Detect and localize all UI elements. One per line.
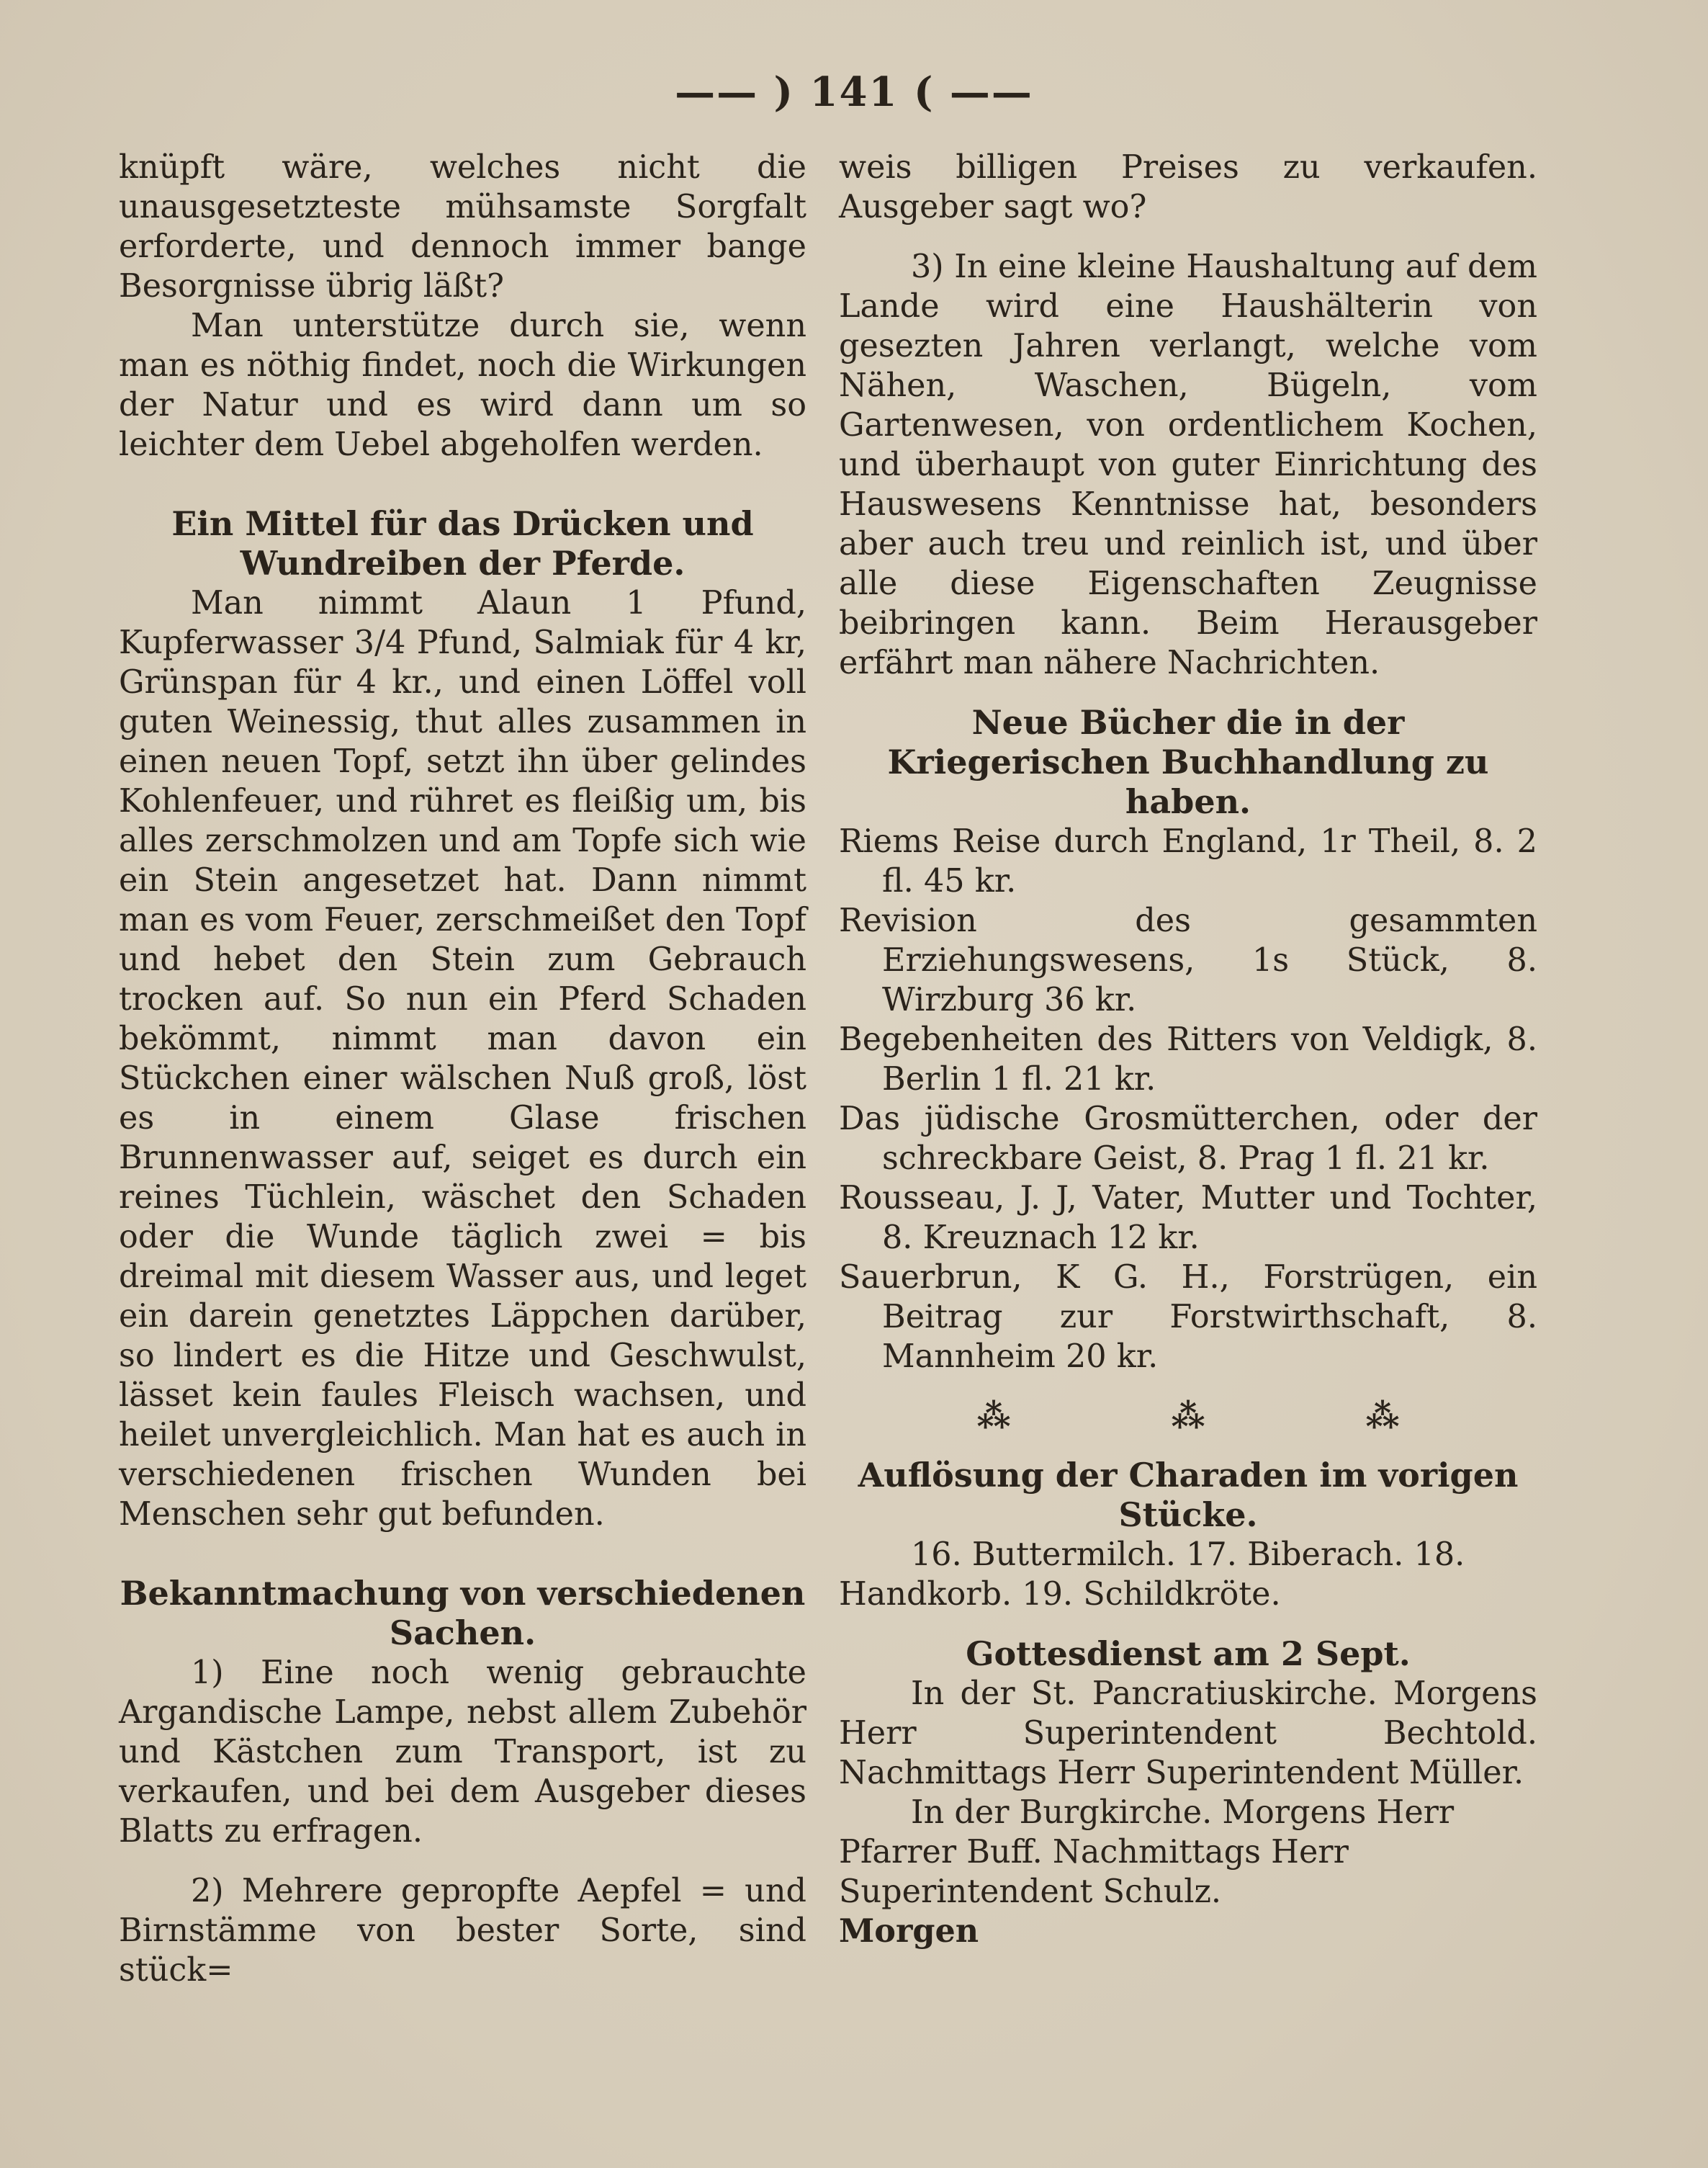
announcement-lamp: 1) Eine noch wenig gebrauchte Argandische Lampe, nebst allem Zubehör und Kästchen zum Transport, ist zu verkaufen, und bei dem Ausgeber dieses Blatts zu erfragen. xyxy=(119,1654,806,1850)
book-entry: Sauerbrun, K G. H., Forstrügen, ein Beitrag zur Forstwirthschaft, 8. Mannheim 20 kr. xyxy=(839,1259,1537,1375)
catchword: Morgen xyxy=(839,1912,979,1950)
heading-church-service: Gottesdienst am 2 Sept. xyxy=(966,1634,1411,1673)
horse-remedy-text: Man nimmt Alaun 1 Pfund, Kupferwasser 3/4 Pfund, Salmiak für 4 kr, Grünspan für 4 kr., und einen Löffel voll guten Weinessig, thut alles zusammen in einen neuen Topf, setzt ihn über gelindes Kohlenfeuer, und rühret es fleißig um, bis alles zerschmolzen und am Topfe sich wie ein Stein angesetzet hat. Dann nimmt man es vom Feuer, zerschmeißet den Topf und hebet den Stein zum Gebrauch trocken auf. So nun ein Pferd Schaden bekömmt, nimmt man davon ein Stückchen einer wälschen Nuß groß, löst es in einem Glase frischen Brunnenwasser auf, seiget es durch ein reines Tüchlein, wäschet den Schaden oder die Wunde täglich zwei = bis dreimal mit diesem Wasser aus, und leget ein darein genetztes Läppchen darüber, so lindert es die Hitze und Geschwulst, lässet kein faules Fleisch wachsen, und heilet unvergleichlich. Man hat es auch in verschiedenen frischen Wunden bei Menschen sehr gut befunden. xyxy=(119,585,806,1533)
book-entry: Das jüdische Grosmütterchen, oder der schreckbare Geist, 8. Prag 1 fl. 21 kr. xyxy=(839,1101,1537,1177)
book-entry: Revision des gesammten Erziehungswesens, 1s Stück, 8. Wirzburg 36 kr. xyxy=(839,902,1537,1018)
page-number-header: —— ) 141 ( —— xyxy=(675,68,1033,116)
left-paragraph-1: knüpft wäre, welches nicht die unausgesetzteste mühsamste Sorgfalt erforderte, und dennoch immer bange Besorgnisse übrig läßt? xyxy=(119,149,806,305)
asterism-icon: ⁂ xyxy=(976,1396,1011,1435)
heading-new-books: Neue Bücher die in der Kriegerischen Buchhandlung zu haben. xyxy=(887,703,1489,821)
heading-charades-solution: Auflösung der Charaden im vorigen Stücke. xyxy=(858,1456,1519,1534)
asterism-icon: ⁂ xyxy=(1171,1396,1205,1435)
service-pancratius: In der St. Pancratiuskirche. Morgens Herr Superintendent Bechtold. Nachmittags Herr Superintendent Müller. xyxy=(839,1675,1537,1791)
book-entry: Riems Reise durch England, 1r Theil, 8. 2 fl. 45 kr. xyxy=(839,823,1537,900)
service-burgkirche: In der Burgkirche. Morgens Herr Pfarrer Buff. Nachmittags Herr Superintendent Schulz. xyxy=(839,1794,1455,1910)
announcement-trees: 2) Mehrere gepropfte Aepfel = und Birnstämme von bester Sorte, sind stück= xyxy=(119,1873,806,1989)
book-entry: Begebenheiten des Ritters von Veldigk, 8. Berlin 1 fl. 21 kr. xyxy=(839,1021,1537,1098)
right-paragraph-1: weis billigen Preises zu verkaufen. Ausgeber sagt wo? xyxy=(839,149,1537,225)
heading-horse-remedy: Ein Mittel für das Drücken und Wundreiben der Pferde. xyxy=(171,504,754,583)
asterism-divider xyxy=(839,1376,1537,1456)
left-paragraph-2: Man unterstütze durch sie, wenn man es nöthig findet, noch die Wirkungen der Natur und es wird dann um so leichter dem Uebel abgeholfen werden. xyxy=(119,308,806,463)
heading-announcements: Bekanntmachung von verschiedenen Sachen. xyxy=(120,1574,806,1652)
book-list xyxy=(839,822,1537,1376)
announcement-housekeeper: 3) In eine kleine Haushaltung auf dem Lande wird eine Haushälterin von gesezten Jahren verlangt, welche vom Nähen, Waschen, Bügeln, vom Gartenwesen, von ordentlichem Kochen, und überhaupt von guter Einrichtung des Hauswesens Kenntnisse hat, besonders aber auch treu und reinlich ist, und über alle diese Eigenschaften Zeugnisse beibringen kann. Beim Herausgeber erfährt man nähere Nachrichten. xyxy=(839,248,1537,681)
asterism-icon: ⁂ xyxy=(1365,1396,1400,1435)
right-column xyxy=(839,148,1537,1951)
charades-solution-text: 16. Buttermilch. 17. Biberach. 18. Handkorb. 19. Schildkröte. xyxy=(839,1536,1465,1613)
book-entry: Rousseau, J. J, Vater, Mutter und Tochter, 8. Kreuznach 12 kr. xyxy=(839,1180,1537,1256)
left-column xyxy=(119,148,806,1990)
